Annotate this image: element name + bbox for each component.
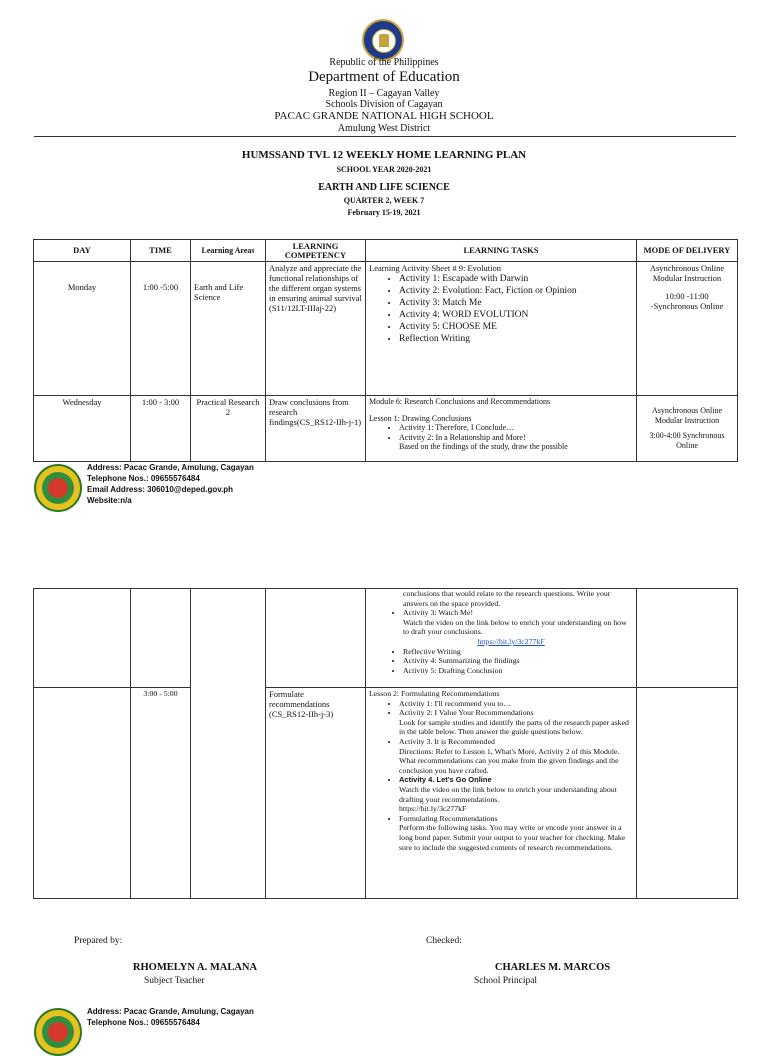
day-cell	[34, 688, 131, 899]
table-row	[34, 396, 738, 462]
mode-time: 10:00 -11:00	[665, 291, 709, 301]
list-item-desc: Perform the following tasks. You may write or encode your answer in a long bond paper. Submit your output to your teacher for checking. Make sure to include the suggested contents of research recommendations.	[399, 823, 626, 852]
table-row	[34, 262, 738, 396]
list-item-label: Activity 4. Let's Go Online	[399, 775, 492, 785]
day-cell	[34, 589, 131, 688]
checked-label: Checked:	[426, 936, 462, 946]
column-header: Learning Areas	[191, 240, 266, 262]
tasks-tail: Based on the findings of the study, draw the possible	[399, 442, 568, 451]
competency-cell: Analyze and appreciate the functional relationships of the different organ systems in ensuring animal survival (S11/12LT-IIIaj-22)	[266, 262, 366, 396]
school-seal-icon	[34, 464, 82, 512]
footer-telephone: Telephone Nos.: 09655576484	[87, 474, 200, 483]
list-item: • Reflection Writing	[399, 333, 633, 345]
column-header: LEARNING TASKS	[366, 240, 637, 262]
region-line: Region II – Cagayan Valley	[328, 88, 440, 99]
video-link-text[interactable]: https://bit.ly/3c277kF	[477, 636, 545, 646]
list-item-label: Activity 3: Watch Me!	[403, 608, 474, 618]
preparer-name: RHOMELYN A. MALANA	[132, 962, 258, 973]
list-item: • Activity 4: WORD EVOLUTION	[399, 309, 633, 321]
time-cell: 1:00 -5:00	[131, 262, 191, 396]
plan-dates: February 15-19, 2021	[347, 208, 421, 217]
mode-time: 3:00-4:00 Synchronous Online	[649, 431, 725, 450]
mode-cell	[637, 688, 738, 899]
tasks-cell	[366, 396, 637, 462]
tasks-cell	[366, 262, 637, 396]
time-cell	[131, 589, 191, 688]
preparer-role: Subject Teacher	[144, 976, 205, 986]
quarter-week: QUARTER 2, WEEK 7	[343, 196, 425, 205]
school-name: PACAC GRANDE NATIONAL HIGH SCHOOL	[274, 110, 494, 122]
column-header: LEARNING COMPETENCY	[266, 240, 366, 262]
footer-block	[87, 462, 254, 506]
mode-text: Asynchronous Online Modular Instruction	[649, 263, 725, 283]
header-divider	[34, 136, 736, 137]
competency-cell: Formulate recommendations (CS_RS12-IIh-j-3)	[266, 688, 366, 899]
tasks-list	[369, 608, 633, 637]
division-line: Schools Division of Cagayan	[325, 99, 443, 110]
list-item: • Reflective Writing	[403, 647, 633, 657]
tasks-cell	[366, 688, 637, 899]
checker-name: CHARLES M. MARCOS	[494, 962, 611, 973]
tasks-list	[369, 699, 633, 853]
mode-text: Asynchronous Online Modular Instruction	[652, 406, 722, 425]
lesson-title: Lesson 2: Formulating Recommendations	[369, 689, 500, 698]
list-item	[399, 814, 633, 852]
footer-telephone: Telephone Nos.: 09655576484	[87, 1018, 200, 1027]
footer-address: Address: Pacac Grande, Amulung, Cagayan	[87, 463, 254, 472]
tasks-cell	[366, 589, 637, 688]
list-item: • Activity 1: Escapade with Darwin	[399, 273, 633, 285]
tasks-list	[369, 647, 633, 676]
department-title: Department of Education	[308, 69, 460, 85]
time-cell: 3:00 - 5:00	[131, 688, 191, 899]
school-year: SCHOOL YEAR 2020-2021	[336, 165, 432, 174]
list-item-label: Activity 3. It is Recommended	[399, 736, 495, 746]
day-cell: Monday	[34, 262, 131, 396]
column-header: DAY	[34, 240, 131, 262]
column-header: MODE OF DELIVERY	[637, 240, 738, 262]
day-cell: Wednesday	[34, 396, 131, 462]
tasks-list	[369, 423, 633, 442]
list-item-desc: Watch the video on the link below to enrich your understanding about drafting your recommendations.	[399, 784, 617, 804]
school-seal-icon	[34, 1008, 82, 1056]
competency-cell: Draw conclusions from research findings(CS_RS12-IIh-j-1)	[266, 396, 366, 462]
plan-title: HUMSSAND TVL 12 WEEKLY HOME LEARNING PLAN	[241, 149, 527, 161]
list-item	[403, 608, 633, 637]
table-row	[34, 589, 738, 688]
footer-website: Website:n/a	[87, 496, 132, 505]
tasks-intro: Learning Activity Sheet # 9: Evolution	[369, 263, 501, 273]
list-item: • Activity 2: In a Relationship and More!	[399, 433, 633, 443]
mode-cell	[637, 589, 738, 688]
list-item-label: Activity 2: I Value Your Recommendations	[399, 708, 534, 718]
list-item	[399, 737, 633, 775]
learning-plan-table	[33, 239, 738, 462]
deped-seal-icon	[362, 19, 404, 61]
list-item: • Activity 1: Therefore, I Conclude…	[399, 423, 633, 433]
list-item-desc: Watch the video on the link below to enrich your understanding on how to draft your conclusions.	[403, 617, 627, 637]
tasks-list	[369, 273, 633, 345]
list-item: • Activity 3: Match Me	[399, 297, 633, 309]
list-item-label: Formulating Recommendations	[399, 813, 498, 823]
task-text: conclusions that would relate to the research questions. Write your answers on the space provided.	[403, 589, 611, 608]
table-header-row	[34, 240, 738, 262]
list-item-desc: Directions: Refer to Lesson 1, What's More, Activity 2 of this Module. What recommendations can you make from the given findings and the conclusion you have crafted.	[399, 746, 620, 775]
list-item: • Activity 2: Evolution: Fact, Fiction or Opinion	[399, 285, 633, 297]
list-item: • Activity 1: I'll recommend you to…	[399, 699, 633, 709]
time-cell: 1:00 - 3:00	[131, 396, 191, 462]
area-cell: Practical Research 2	[191, 396, 266, 462]
area-cell: Earth and Life Science	[191, 262, 266, 396]
list-item: • Activity 5: CHOOSE ME	[399, 321, 633, 333]
footer-block	[87, 1006, 254, 1028]
competency-cell	[266, 589, 366, 688]
list-item: • Activity 5: Drafting Conclusion	[403, 666, 633, 676]
subject-title: EARTH AND LIFE SCIENCE	[318, 182, 450, 193]
list-item	[399, 708, 633, 737]
list-item: • Activity 4: Summarizing the findings	[403, 656, 633, 666]
republic-line: Republic of the Philippines	[329, 57, 439, 68]
footer-address: Address: Pacac Grande, Amulung, Cagayan	[87, 1007, 254, 1016]
list-item-desc: Look for sample studies and identify the parts of the research paper asked in the table below. Then answer the guide questions below.	[399, 717, 629, 737]
learning-plan-table-continued	[33, 588, 738, 899]
video-link[interactable]	[369, 637, 633, 647]
area-cell	[191, 589, 266, 899]
lesson-title: Lesson 1: Drawing Conclusions	[369, 413, 472, 423]
mode-text: -Synchronous Online	[650, 301, 724, 311]
module-title: Module 6: Research Conclusions and Recommendations	[369, 397, 551, 406]
mode-cell	[637, 396, 738, 462]
mode-cell	[637, 262, 738, 396]
checker-role: School Principal	[474, 976, 538, 986]
list-item-link[interactable]: https://bit.ly/3c277kF	[399, 804, 467, 814]
column-header: TIME	[131, 240, 191, 262]
prepared-label: Prepared by:	[74, 936, 123, 946]
footer-email: Email Address: 306010@deped.gov.ph	[87, 485, 234, 494]
table-row	[34, 688, 738, 899]
list-item	[399, 775, 633, 813]
district-line: Amulung West District	[337, 123, 431, 134]
